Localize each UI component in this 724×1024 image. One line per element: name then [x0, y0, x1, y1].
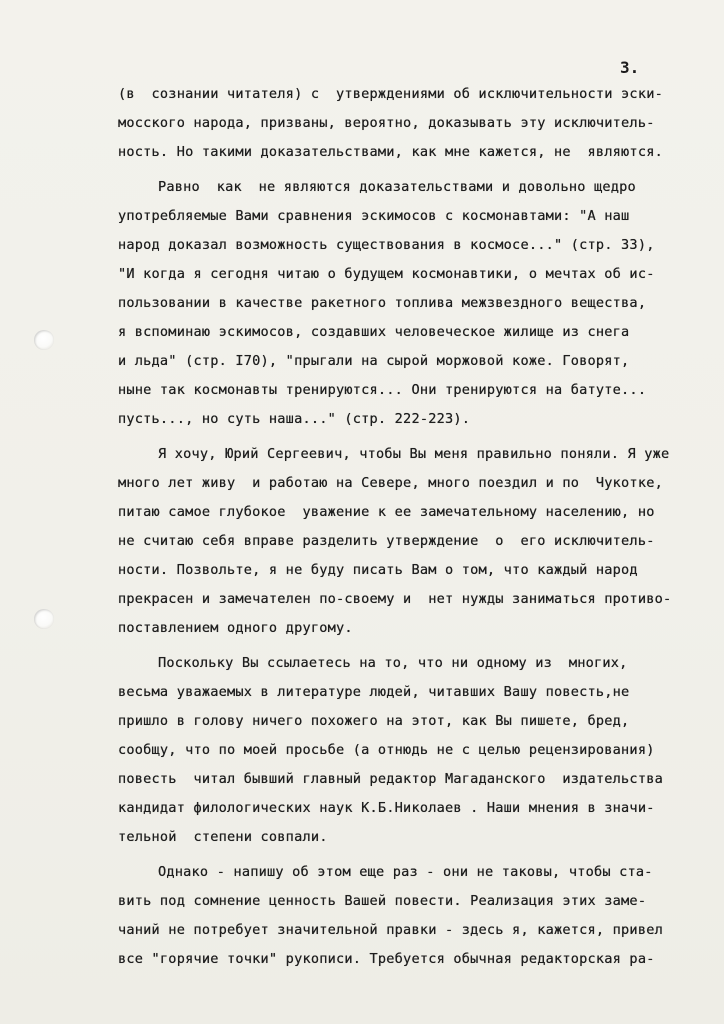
punch-hole-top [34, 330, 54, 350]
text-line: весьма уважаемых в литературе людей, читавших Вашу повесть,не [118, 684, 630, 700]
text-line: все "горячие точки" рукописи. Требуется обычная редакторская ра- [118, 951, 655, 967]
text-line: сообщу, что по моей просьбе (а отнюдь не с целью рецензирования) [118, 742, 655, 758]
text-line: "И когда я сегодня читаю о будущем космонавтики, о мечтах об ис- [118, 266, 655, 282]
text-line: кандидат филологических наук К.Б.Николаев . Наши мнения в значи- [118, 800, 655, 816]
text-line: пусть..., но суть наша..." (стр. 222-223). [118, 411, 471, 427]
text-line: ность. Но такими доказательствами, как мне кажется, не являются. [118, 144, 663, 160]
page-number: 3. [620, 58, 640, 77]
text-line: пользовании в качестве ракетного топлива межзвездного вещества, [118, 295, 647, 311]
text-line: и льда" (стр. I70), "прыгали на сырой моржовой коже. Говорят, [118, 353, 630, 369]
text-line: ности. Позвольте, я не буду писать Вам о том, что каждый народ [118, 562, 638, 578]
text-line: вить под сомнение ценность Вашей повести. Реализация этих заме- [118, 893, 647, 909]
text-line: пришло в голову ничего похожего на этот, как Вы пишете, бред, [118, 713, 630, 729]
text-line: много лет живу и работаю на Севере, много поездил и по Чукотке, [118, 475, 663, 491]
text-line: тельной степени совпали. [118, 829, 328, 845]
text-line: мосского народа, призваны, вероятно, доказывать эту исключитель- [118, 115, 655, 131]
text-line: не считаю себя вправе разделить утверждение о его исключитель- [118, 533, 655, 549]
text-line: Равно как не являются доказательствами и довольно щедро [158, 179, 636, 195]
text-line: поставлением одного другому. [118, 620, 353, 636]
text-line: прекрасен и замечателен по-своему и нет нужды заниматься противо- [118, 591, 672, 607]
text-line: употребляемые Вами сравнения эскимосов с космонавтами: "А наш [118, 208, 630, 224]
text-line: Однако - напишу об этом еще раз - они не таковы, чтобы ста- [158, 864, 653, 880]
text-line: чаний не потребует значительной правки - здесь я, кажется, привел [118, 922, 663, 938]
text-line: ныне так космонавты тренируются... Они тренируются на батуте... [118, 382, 647, 398]
text-line: народ доказал возможность существования в космосе..." (стр. 33), [118, 237, 655, 253]
text-line: Я хочу, Юрий Сергеевич, чтобы Вы меня правильно поняли. Я уже [158, 446, 670, 462]
text-line: питаю самое глубокое уважение к ее замечательному населению, но [118, 504, 655, 520]
text-line: Поскольку Вы ссылаетесь на то, что ни одному из многих, [158, 655, 628, 671]
text-line: повесть читал бывший главный редактор Магаданского издательства [118, 771, 663, 787]
text-line: я вспоминаю эскимосов, создавших человеческое жилище из снега [118, 324, 630, 340]
punch-hole-bottom [34, 609, 54, 629]
text-line: (в сознании читателя) с утверждениями об исключительности эски- [118, 86, 663, 102]
